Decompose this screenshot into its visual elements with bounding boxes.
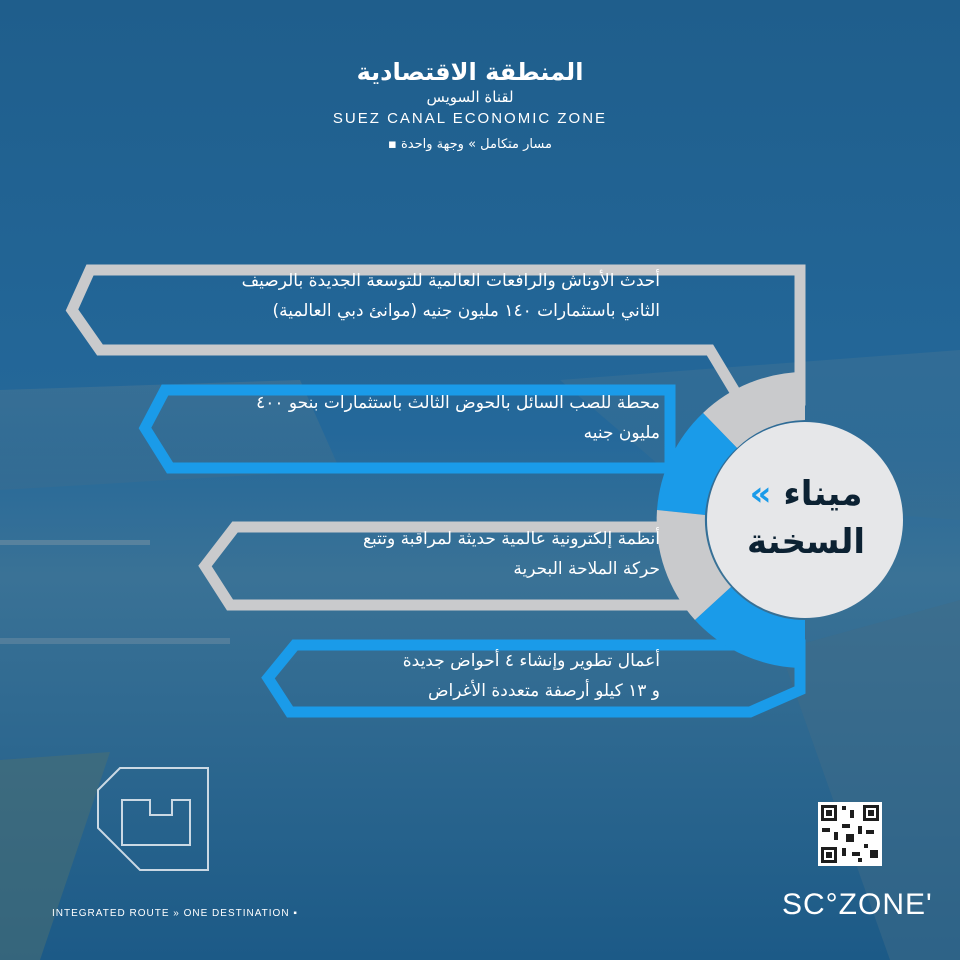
brand-header [330,58,610,152]
tagline-english: INTEGRATED ROUTE » ONE DESTINATION ▪ [52,908,298,919]
double-chevron-icon: » [749,474,772,514]
brand-wordmark: SC°ZONE' [782,888,933,921]
item-3-line-2: حركة الملاحة البحرية [513,559,660,579]
item-4-line-1: أعمال تطوير وإنشاء ٤ أحواض جديدة [402,651,660,671]
item-text-1 [120,266,660,326]
item-1-line-2: الثاني باستثمارات ١٤٠ مليون جنيه (موانئ دبي العالمية) [272,301,660,321]
hub-line-1: ميناء [783,474,863,514]
item-3-line-1: أنظمة إلكترونية عالمية حديثة لمراقبة وتتبع [362,529,660,549]
item-2-line-2: مليون جنيه [583,423,660,443]
item-4-line-2: و ١٣ كيلو أرصفة متعددة الأغراض [427,681,660,701]
logo-arabic-subtitle: لقناة السويس [426,88,514,106]
pier [0,540,150,545]
logo-arabic-title: المنطقة الاقتصادية [356,58,584,86]
hub-label [716,470,896,566]
item-text-3 [240,524,660,584]
item-2-line-1: محطة للصب السائل بالحوض الثالث باستثمارات بنحو ٤٠٠ [256,393,660,413]
item-text-4 [300,646,660,706]
tagline-arabic: مسار متكامل » وجهة واحدة ▪ [388,137,552,152]
item-1-line-1: أحدث الأوناش والرافعات العالمية للتوسعة الجديدة بالرصيف [241,271,660,291]
qr-code [818,802,882,866]
logo-english-title: SUEZ CANAL ECONOMIC ZONE [332,110,608,127]
pier-2 [0,638,230,644]
item-text-2 [180,388,660,448]
hub-line-2: السخنة [746,522,866,562]
